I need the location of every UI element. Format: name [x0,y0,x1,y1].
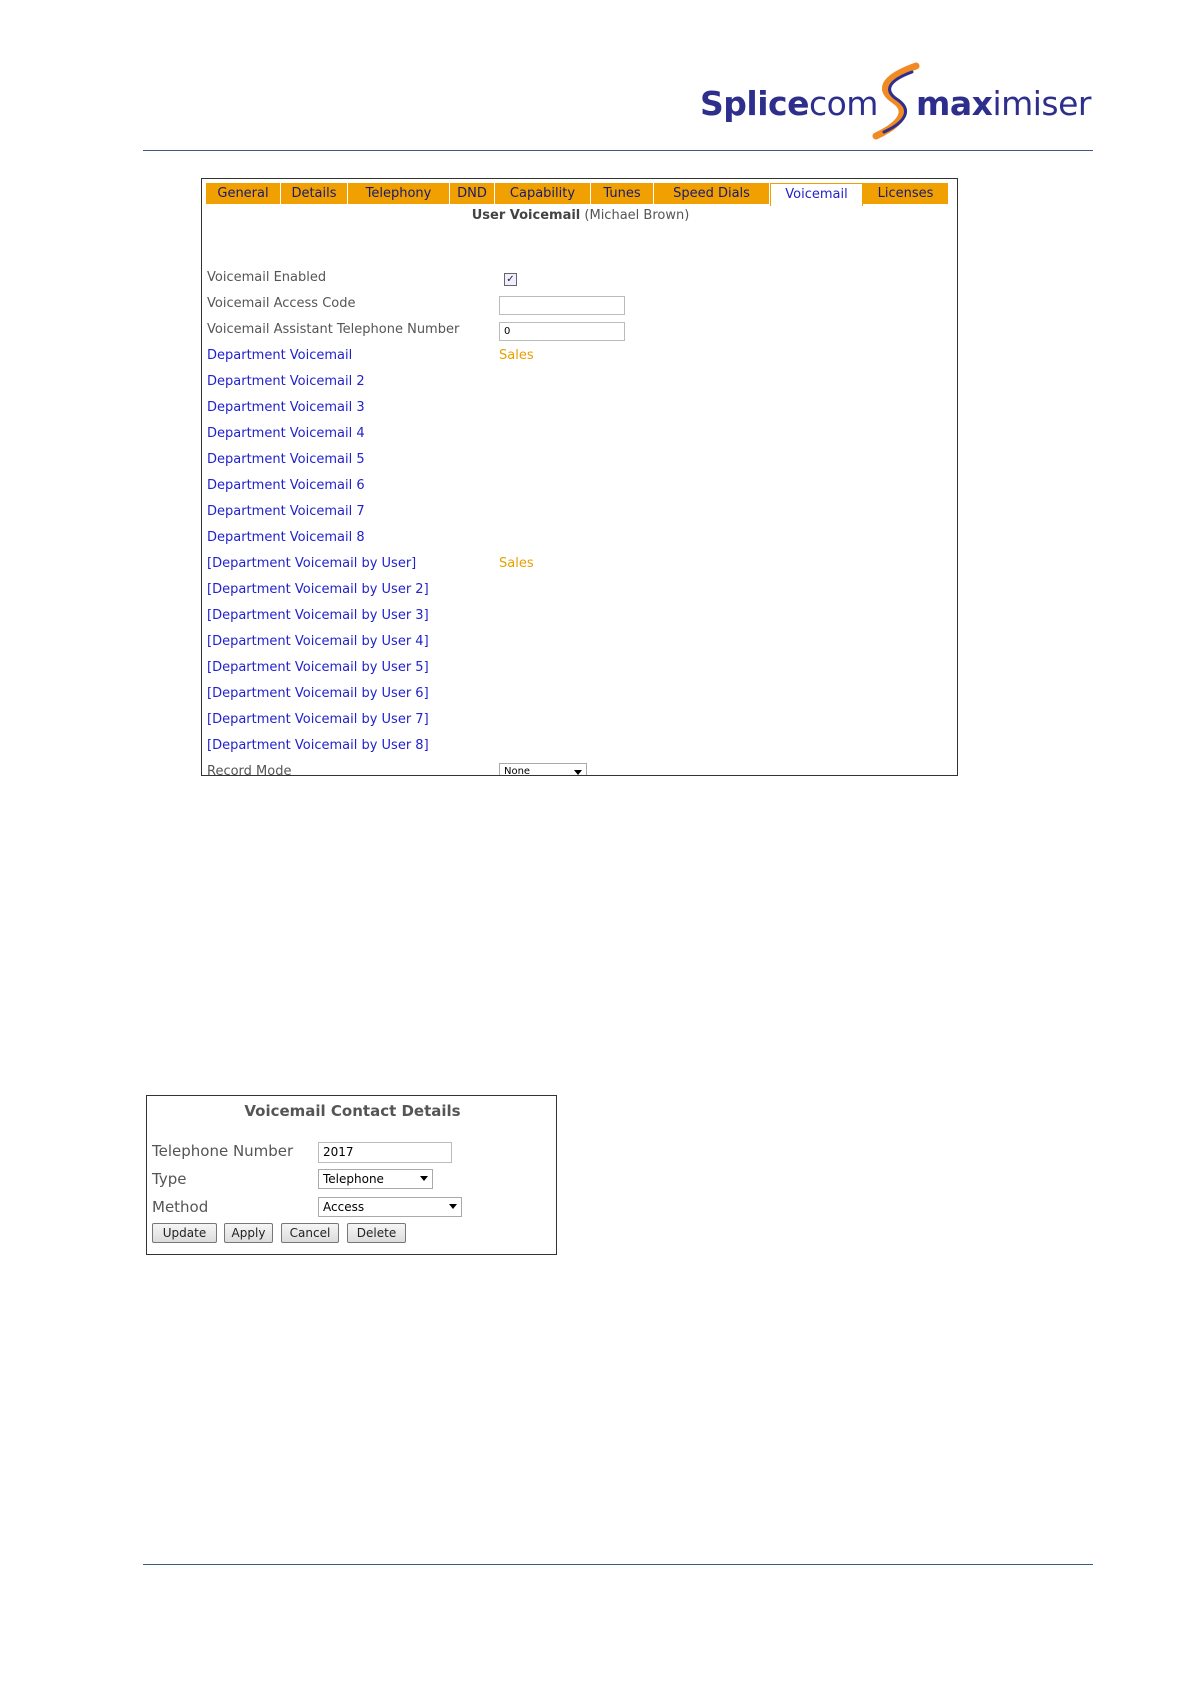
department-voicemail-link[interactable]: [Department Voicemail by User 5] [207,660,429,675]
tab-capability[interactable]: Capability [495,183,591,204]
department-voicemail-link[interactable]: Department Voicemail [207,348,353,363]
type-select[interactable]: Telephone [318,1169,433,1189]
delete-button[interactable]: Delete [347,1223,406,1243]
tab-details[interactable]: Details [281,183,348,204]
chevron-down-icon [449,1204,457,1209]
type-label: Type [152,1170,187,1188]
department-voicemail-link[interactable]: [Department Voicemail by User 8] [207,738,429,753]
voicemail-access-code-input[interactable] [499,296,625,315]
department-voicemail-link[interactable]: Department Voicemail 7 [207,504,365,519]
department-voicemail-link[interactable]: [Department Voicemail by User 6] [207,686,429,701]
telephone-number-label: Telephone Number [152,1142,294,1160]
logo-maximiser-text: maximiser [916,84,1091,123]
tab-licenses[interactable]: Licenses [863,183,949,204]
department-voicemail-link[interactable]: Department Voicemail 6 [207,478,365,493]
voicemail-access-code-label: Voicemail Access Code [207,296,356,311]
department-voicemail-link[interactable]: [Department Voicemail by User] [207,556,417,571]
footer-divider [143,1564,1093,1565]
method-label: Method [152,1198,209,1216]
tab-tunes[interactable]: Tunes [591,183,654,204]
department-voicemail-link[interactable]: Department Voicemail 2 [207,374,365,389]
department-voicemail-link[interactable]: Department Voicemail 4 [207,426,365,441]
department-voicemail-link[interactable]: [Department Voicemail by User 4] [207,634,429,649]
chevron-down-icon [574,770,582,775]
tab-general[interactable]: General [206,183,281,204]
voicemail-assistant-label: Voicemail Assistant Telephone Number [207,322,460,337]
user-voicemail-panel [201,178,958,776]
chevron-down-icon [420,1176,428,1181]
department-voicemail-link[interactable]: [Department Voicemail by User 7] [207,712,429,727]
department-voicemail-value: Sales [499,348,534,363]
department-voicemail-link[interactable]: Department Voicemail 5 [207,452,365,467]
cancel-button[interactable]: Cancel [281,1223,339,1243]
update-button[interactable]: Update [152,1223,217,1243]
apply-button[interactable]: Apply [224,1223,273,1243]
department-voicemail-link[interactable]: Department Voicemail 8 [207,530,365,545]
tab-voicemail[interactable]: Voicemail [770,183,863,206]
panel-title: User Voicemail (Michael Brown) [471,208,690,223]
record-mode-select[interactable]: None [499,763,587,776]
department-voicemail-link[interactable]: Department Voicemail 3 [207,400,365,415]
voicemail-enabled-label: Voicemail Enabled [207,270,327,285]
method-select[interactable]: Access [318,1197,462,1217]
voicemail-enabled-checkbox[interactable]: ✓ [504,273,517,286]
department-voicemail-link[interactable]: [Department Voicemail by User 2] [207,582,429,597]
tab-speed-dials[interactable]: Speed Dials [654,183,770,204]
tab-bar [206,183,949,205]
voicemail-assistant-input[interactable]: 0 [499,322,625,341]
department-voicemail-value: Sales [499,556,534,571]
tab-telephony[interactable]: Telephony [348,183,450,204]
header-divider [143,150,1093,151]
voicemail-contact-details-panel [146,1095,557,1255]
splicecom-maximiser-logo [700,62,1090,142]
tab-dnd[interactable]: DND [450,183,495,204]
telephone-number-input[interactable]: 2017 [318,1142,452,1163]
logo-splicecom-text: Splicecom [700,84,878,123]
department-voicemail-link[interactable]: [Department Voicemail by User 3] [207,608,429,623]
contact-panel-title: Voicemail Contact Details [244,1102,461,1120]
record-mode-label: Record Mode [207,764,292,776]
